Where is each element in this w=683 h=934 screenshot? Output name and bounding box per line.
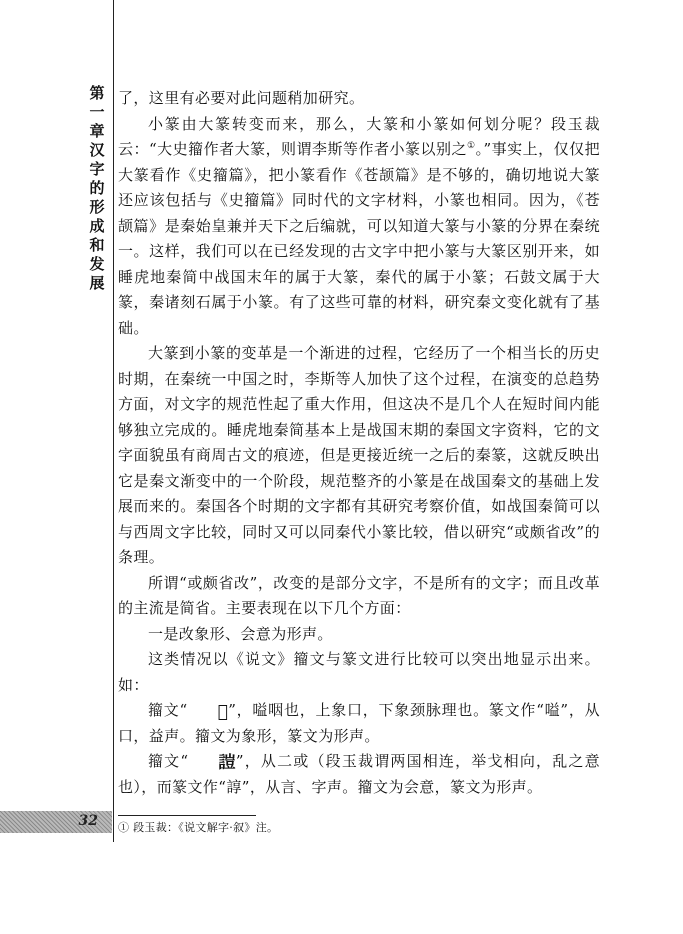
paragraph-2-before: 小篆由大篆转变而来，那么，大篆和小篆如何划分呢？段玉裁云：“大史籀作者大篆，则谓李斯等作者小篆以别之 [118,114,600,158]
seal-glyph-2: 𧪚 [218,753,236,773]
chapter-running-title: 第一章 汉字的形成和发展 [89,84,105,292]
paragraph-8-before: 籀文“ [148,752,189,770]
page-number-tab [0,811,112,833]
paragraph-5: 一是改象形、会意为形声。 [148,624,333,643]
paragraph-6: 这类情况以《说文》籀文与篆文进行比较可以突出地显示出来。如： [118,650,600,694]
paragraph-7-before: 籀文“ [148,701,188,719]
paragraph-2-after: 。”事实上，仅仅把大篆看作《史籀篇》，把小篆看作《苍颉篇》是不够的，确切地说大篆还应该包括与《史籀篇》同时代的文字材料，小篆也相同。因为，《苍颉篇》是秦始皇兼并天下之后编就，可以知道大篆与小篆的分界在秦统一。这样，我们可以在已经发现的古文字中把小篆与大篆区别开来，如睡虎地秦简中战国末年的属于大篆，秦代的属于小篆；石鼓文属于大篆，秦诸刻石属于小篆。有了这些可靠的材料，研究秦文变化就有了基础。 [118,140,600,337]
main-text-block [118,86,600,800]
paragraph-2 [118,112,600,342]
footnote: ① 段玉裁：《说文解字·叙》注。 [118,821,279,834]
paragraph-7 [118,698,600,749]
vertical-margin-rule [113,0,114,842]
paragraph-3: 大篆到小篆的变革是一个渐进的过程，它经历了一个相当长的历史时期，在秦统一中国之时，李斯等人加快了这个过程，在演变的总趋势方面，对文字的规范性起了重大作用，但这决不是几个人在短时间内能够独立完成的。睡虎地秦简基本上是战国末期的秦国文字资料，它的文字面貌虽有商周古文的痕迹，但是更接近统一之后的秦篆，这就反映出它是秦文渐变中的一个阶段，规范整齐的小篆是在战国秦文的基础上发展而来的。秦国各个时期的文字都有其研究考察价值，如战国秦简可以与西周文字比较，同时又可以同秦代小篆比较，借以研究“或颇省改”的条理。 [118,344,600,566]
paragraph-7-after: ”，嗌咽也，上象口，下象颈脉理也。篆文作“嗌”，从口，益声。籀文为象形，篆文为形声。 [118,701,600,745]
paragraph-1: 了，这里有必要对此问题稍加研究。 [118,89,365,107]
page-number: 32 [78,813,98,829]
footnote-separator [118,815,256,816]
paragraph-8 [118,749,600,800]
paragraph-4: 所谓“或颇省改”，改变的是部分文字，不是所有的文字；而且改革的主流是简省。主要表现在以下几个方面： [118,573,600,617]
paragraph-8-after: ”，从二或（段玉裁谓两国相连，举戈相向，乱之意也），而篆文作“諄”，从言、字声。籀文为会意，篆文为形声。 [118,752,601,796]
footnote-marker[interactable]: ① [466,141,476,151]
seal-glyph-1: 𦥛 [217,702,229,722]
